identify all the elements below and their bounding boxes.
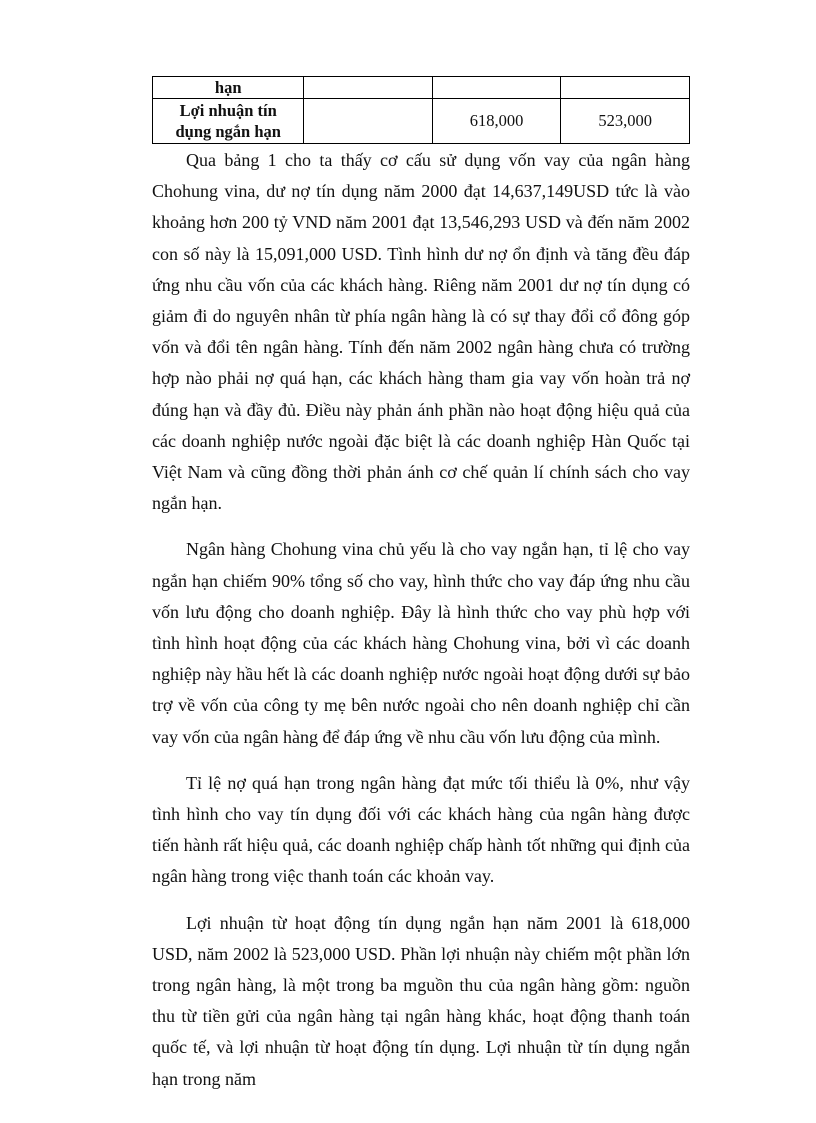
paragraph-short-term-lending: Ngân hàng Chohung vina chủ yếu là cho vay ngắn hạn, tỉ lệ cho vay ngắn hạn chiếm 90% tổng số cho vay, hình thức cho vay đáp ứng nhu cầu vốn lưu động cho doanh nghiệp. Đây là hình thức cho vay phù hợp với tình hình hoạt động của các khách hàng Chohung vina, bởi vì các doanh nghiệp này hầu hết là các doanh nghiệp nước ngoài hoạt động dưới sự bảo trợ về vốn của công ty mẹ bên nước ngoài cho nên doanh nghiệp chỉ cần vay vốn của ngân hàng để đáp ứng về nhu cầu vốn lưu động của mình. <box>152 539 690 747</box>
row-label-short-term-credit-profit <box>153 99 304 144</box>
row-label-han: hạn <box>153 77 304 99</box>
table-cell <box>432 77 561 99</box>
row-label-line: dụng ngắn hạn <box>175 122 281 141</box>
table-row <box>153 99 690 144</box>
paragraph-loan-structure: Qua bảng 1 cho ta thấy cơ cấu sử dụng vốn vay của ngân hàng Chohung vina, dư nợ tín dụng năm 2000 đạt 14,637,149USD tức là vào khoảng hơn 200 tỷ VND năm 2001 đạt 13,546,293 USD và đến năm 2002 con số này là 15,091,000 USD. Tình hình dư nợ ổn định và tăng đều đáp ứng nhu cầu vốn của các khách hàng. Riêng năm 2001 dư nợ tín dụng có giảm đi do nguyên nhân từ phía ngân hàng là có sự thay đổi cổ đông góp vốn và đổi tên ngân hàng. Tính đến năm 2002 ngân hàng chưa có trường hợp nào phải nợ quá hạn, các khách hàng tham gia vay vốn hoàn trả nợ đúng hạn và đầy đủ. Điều này phản ánh phần nào hoạt động hiệu quả của các doanh nghiệp nước ngoài đặc biệt là các doanh nghiệp Hàn Quốc tại Việt Nam và cũng đồng thời phản ánh cơ chế quản lí chính sách cho vay ngắn hạn. <box>152 150 690 514</box>
loan-table-continuation <box>152 76 690 144</box>
paragraph-credit-profit: Lợi nhuận từ hoạt động tín dụng ngắn hạn năm 2001 là 618,000 USD, năm 2002 là 523,000 USD. Phần lợi nhuận này chiếm một phần lớn trong ngân hàng, là một trong ba mguồn thu của ngân hàng gồm: nguồn thu từ tiền gửi của ngân hàng tại ngân hàng khác, hoạt động thanh toán quốc tế, và lợi nhuận từ hoạt động tín dụng. Lợi nhuận từ tín dụng ngắn hạn trong năm <box>152 912 690 1089</box>
row-label-line: Lợi nhuận tín <box>179 101 277 120</box>
paragraph-overdue-ratio: Tỉ lệ nợ quá hạn trong ngân hàng đạt mức tối thiểu là 0%, như vậy tình hình cho vay tín dụng đối với các khách hàng của ngân hàng được tiến hành rất hiệu quả, các doanh nghiệp chấp hành tốt những qui định của ngân hàng trong việc thanh toán các khoản vay. <box>152 772 690 887</box>
profit-2001-cell: 618,000 <box>432 99 561 144</box>
profit-2002-cell: 523,000 <box>561 99 690 144</box>
body-text <box>152 145 690 1095</box>
table-row <box>153 77 690 99</box>
table-cell <box>561 77 690 99</box>
table-cell <box>304 99 432 144</box>
table-cell <box>304 77 432 99</box>
